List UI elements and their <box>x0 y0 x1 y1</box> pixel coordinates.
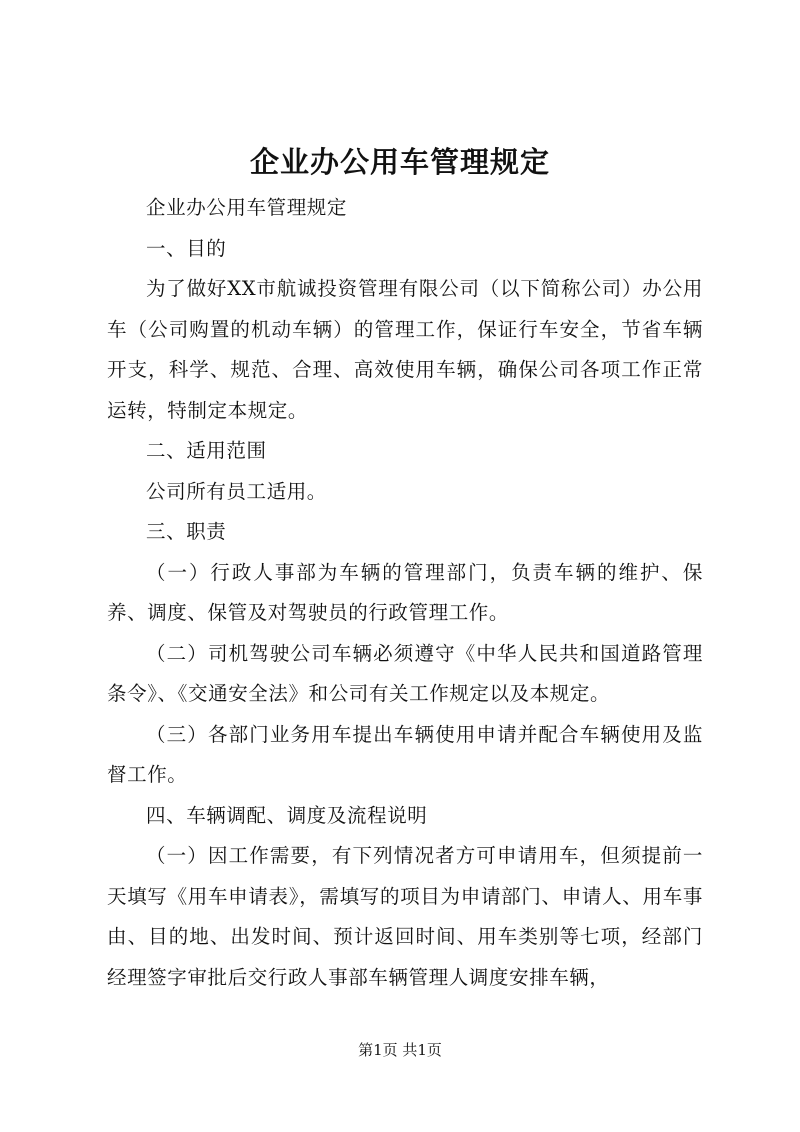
paragraph-dispatch-1: （一）因工作需要，有下列情况者方可申请用车，但须提前一天填写《用车申请表》，需填写的项目为申请部门、申请人、用车事由、目的地、出发时间、预计返回时间、用车类别等七项，经部门经理签字审批后交行政人事部车辆管理人调度安排车辆， <box>107 844 703 989</box>
document-title: 企业办公用车管理规定 <box>249 145 550 179</box>
paragraph-duty-2: （二）司机驾驶公司车辆必须遵守《中华人民共和国道路管理条令》、《交通安全法》和公司有关工作规定以及本规定。 <box>107 641 703 705</box>
paragraph-subtitle: 企业办公用车管理规定 <box>146 196 348 219</box>
section-heading-dispatch: 四、车辆调配、调度及流程说明 <box>146 803 428 827</box>
paragraph-duty-3: （三）各部门业务用车提出车辆使用申请并配合车辆使用及监督工作。 <box>107 722 703 786</box>
section-heading-purpose: 一、目的 <box>146 236 227 260</box>
paragraph-purpose: 为了做好XX市航诚投资管理有限公司（以下简称公司）办公用车（公司购置的机动车辆）的管理工作，保证行车安全，节省车辆开支，科学、规范、合理、高效使用车辆，确保公司各项工作正常运转，特制定本规定。 <box>107 277 703 422</box>
paragraph-duty-1: （一）行政人事部为车辆的管理部门，负责车辆的维护、保养、调度、保管及对驾驶员的行政管理工作。 <box>107 560 703 624</box>
document-body <box>107 188 703 998</box>
section-heading-scope: 二、适用范围 <box>146 439 267 462</box>
section-heading-duties: 三、职责 <box>146 520 227 543</box>
page-footer: 第1页 共1页 <box>358 1041 442 1059</box>
paragraph-scope: 公司所有员工适用。 <box>146 479 327 503</box>
